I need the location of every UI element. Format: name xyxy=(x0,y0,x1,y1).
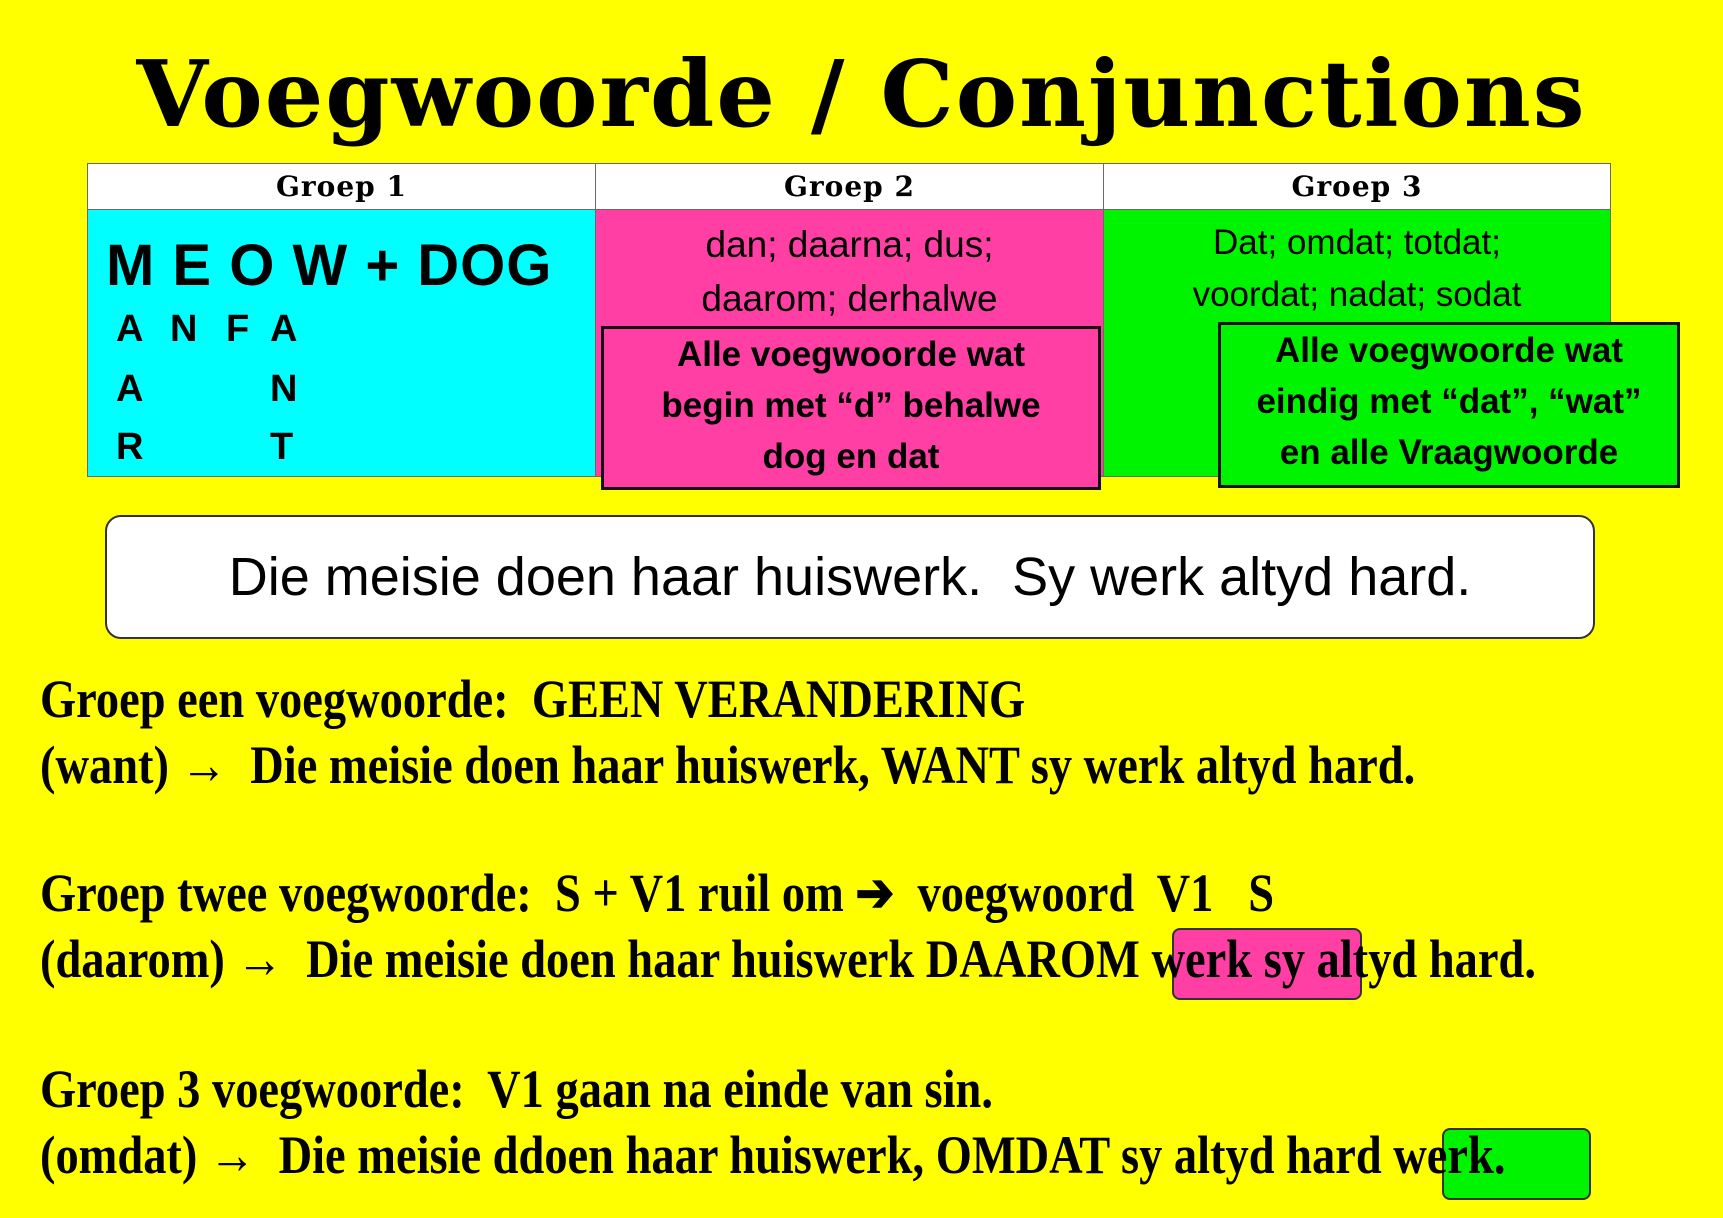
group-3-header: Groep 3 xyxy=(1104,164,1610,210)
rule-line: dog en dat xyxy=(762,437,940,476)
rule-line: begin met “d” behalwe xyxy=(661,386,1041,425)
group-2-line: dan; daarna; dus; xyxy=(705,224,994,265)
group-2-header: Groep 2 xyxy=(596,164,1104,210)
rule-heading: Groep een voegwoorde: GEEN VERANDERING xyxy=(40,669,1026,729)
group-1-header: Groep 1 xyxy=(88,164,596,210)
group-3-line: Dat; omdat; totdat; xyxy=(1213,223,1501,262)
conjunction-groups-table xyxy=(87,163,1642,477)
rule-line: Alle voegwoorde wat xyxy=(1274,331,1624,370)
group-2-rule-box xyxy=(601,326,1101,490)
group-3-line: voordat; nadat; sodat xyxy=(1192,275,1522,314)
group-1-cell xyxy=(88,210,596,476)
acronym-row: A N xyxy=(116,368,298,410)
example-sentence-box: Die meisie doen haar huiswerk. Sy werk altyd hard. xyxy=(105,515,1595,639)
rule-example: (omdat) → Die meisie ddoen haar huiswerk, OMDAT sy altyd hard werk. xyxy=(40,1125,1506,1185)
rule-line: en alle Vraagwoorde xyxy=(1279,433,1619,472)
group-3-cell xyxy=(1104,210,1642,476)
group-2-line: daarom; derhalwe xyxy=(701,278,998,319)
acronym-row: R T xyxy=(116,426,294,468)
rule-line: Alle voegwoorde wat xyxy=(676,335,1026,374)
group-1-mnemonic: M E O W + DOG xyxy=(106,233,553,298)
rule-example: (daarom) → Die meisie doen haar huiswerk DAAROM werk sy altyd hard. xyxy=(40,929,1536,989)
acronym-row: A N F A xyxy=(116,308,298,350)
rule-heading: Groep 3 voegwoorde: V1 gaan na einde van sin. xyxy=(40,1059,993,1119)
group-3-rule-box xyxy=(1218,322,1680,488)
page-title: Voegwoorde / Conjunctions xyxy=(136,40,1587,148)
rule-heading: Groep twee voegwoorde: S + V1 ruil om ➔ voegwoord V1 S xyxy=(40,863,1275,923)
group-2-cell xyxy=(596,210,1104,476)
rule-example: (want) → Die meisie doen haar huiswerk, WANT sy werk altyd hard. xyxy=(40,735,1416,795)
rule-line: eindig met “dat”, “wat” xyxy=(1256,382,1642,421)
